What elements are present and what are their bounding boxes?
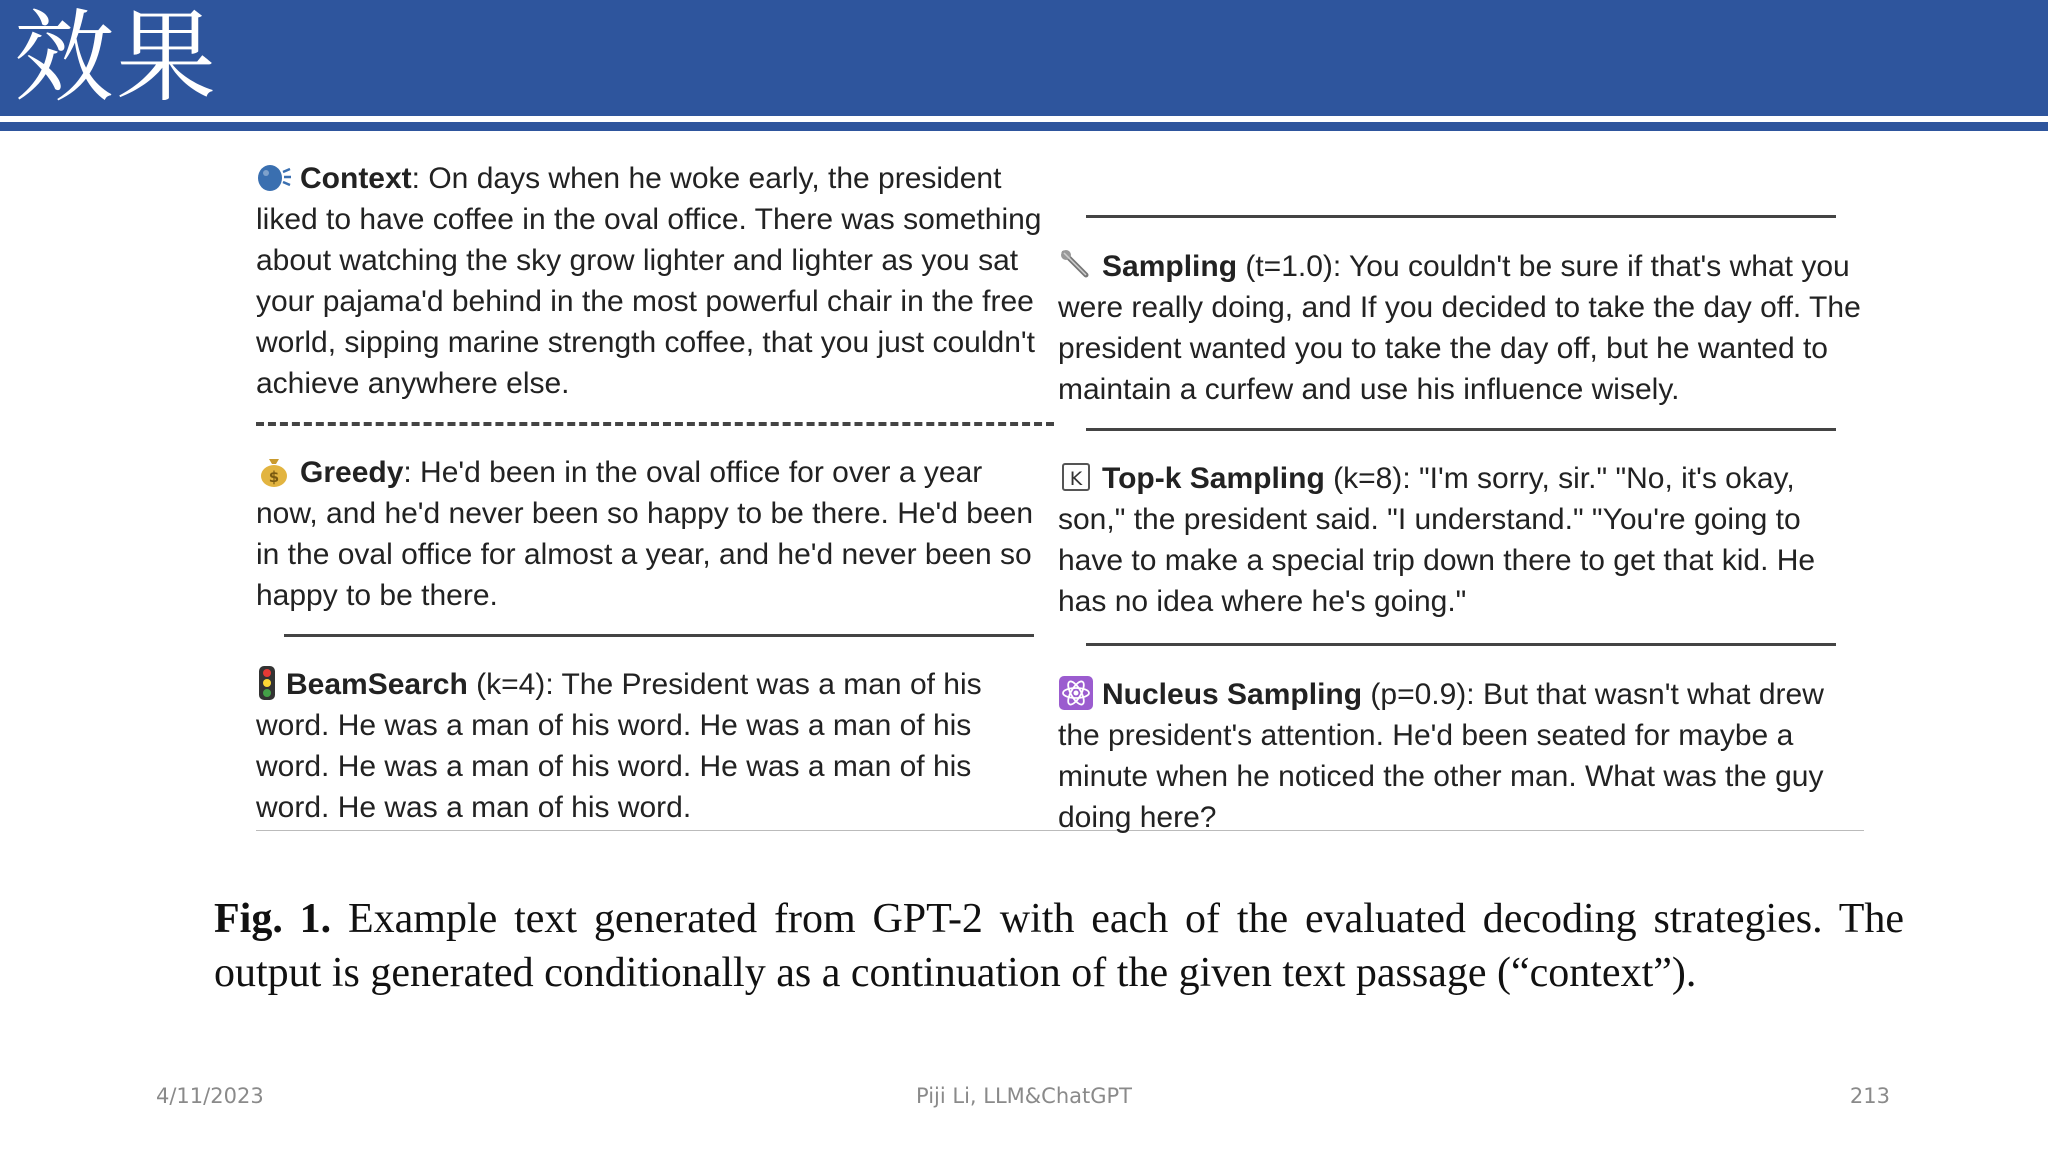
greedy-label: Greedy [300, 456, 404, 489]
beamsearch-label: BeamSearch [286, 668, 468, 701]
nucleus-param: (p=0.9) [1362, 678, 1467, 711]
slide-title: 效果 [14, 0, 218, 116]
dashed-divider [256, 422, 1054, 426]
caption-text: Example text generated from GPT-2 with each of the evaluated decoding strategies. The output is generated conditionally as a continuation of the given text passage (“context”). [214, 896, 1904, 996]
right-divider-2 [1086, 643, 1836, 646]
sampling-param: (t=1.0) [1237, 250, 1333, 283]
footer-date: 4/11/2023 [156, 1084, 264, 1108]
right-divider-1 [1086, 428, 1836, 431]
svg-text:K: K [1069, 468, 1083, 490]
context-block [256, 158, 1048, 404]
nucleus-label: Nucleus Sampling [1102, 678, 1363, 711]
left-divider-1 [284, 634, 1034, 637]
atom-icon [1058, 675, 1094, 711]
topk-block [1058, 458, 1870, 622]
sampling-label: Sampling [1102, 250, 1238, 283]
sampling-text: : You couldn't be sure if that's what you were really doing, and If you decided to take the day off. The president wanted you to take the day off, but he wanted to maintain a curfew and use his influence wisely. [1058, 250, 1861, 406]
figure-caption [214, 892, 1904, 1000]
k-key-icon [1058, 459, 1094, 495]
nucleus-text: : But that wasn't what drew the president's attention. He'd been seated for maybe a minute when he noticed the other man. What was the guy doing here? [1058, 678, 1824, 834]
context-text: : On days when he woke early, the president liked to have coffee in the oval office. There was something about watching the sky grow lighter and lighter as you sat your pajama'd behind in the most powerful chair in the free world, sipping marine strength coffee, that you just couldn't achieve anywhere else. [256, 162, 1042, 400]
right-divider-top [1086, 215, 1836, 218]
footer-author: Piji Li, LLM&ChatGPT [916, 1084, 1132, 1108]
money-bag-icon [256, 453, 292, 489]
svg-text:$: $ [268, 468, 280, 486]
beamsearch-block [256, 664, 1048, 828]
beamsearch-text: : The President was a man of his word. He was a man of his word. He was a man of his word. He was a man of his word. He was a man of his word. He was a man of his word. [256, 668, 982, 824]
figure-number: Fig. 1. [214, 896, 332, 942]
speaking-head-icon [256, 159, 292, 195]
traffic-light-icon [256, 665, 278, 701]
title-bar [0, 0, 2048, 116]
sampling-block [1058, 246, 1870, 410]
greedy-text: : He'd been in the oval office for over a year now, and he'd never been so happy to be there. He'd been in the oval office for almost a year, and he'd never been so happy to be there. [256, 456, 1034, 612]
thermometer-icon [1058, 247, 1094, 283]
context-label: Context [300, 162, 412, 195]
topk-param: (k=8) [1324, 462, 1403, 495]
topk-label: Top-k Sampling [1102, 462, 1325, 495]
header-divider-dark [0, 122, 2048, 131]
greedy-block [256, 452, 1048, 616]
footer-page-number: 213 [1849, 1084, 1890, 1108]
beamsearch-param: (k=4) [467, 668, 546, 701]
topk-text: : "I'm sorry, sir." "No, it's okay, son," the president said. "I understand." "You're going to have to make a special trip down there to get that kid. He has no idea where he's going." [1058, 462, 1816, 618]
nucleus-block [1058, 674, 1870, 838]
